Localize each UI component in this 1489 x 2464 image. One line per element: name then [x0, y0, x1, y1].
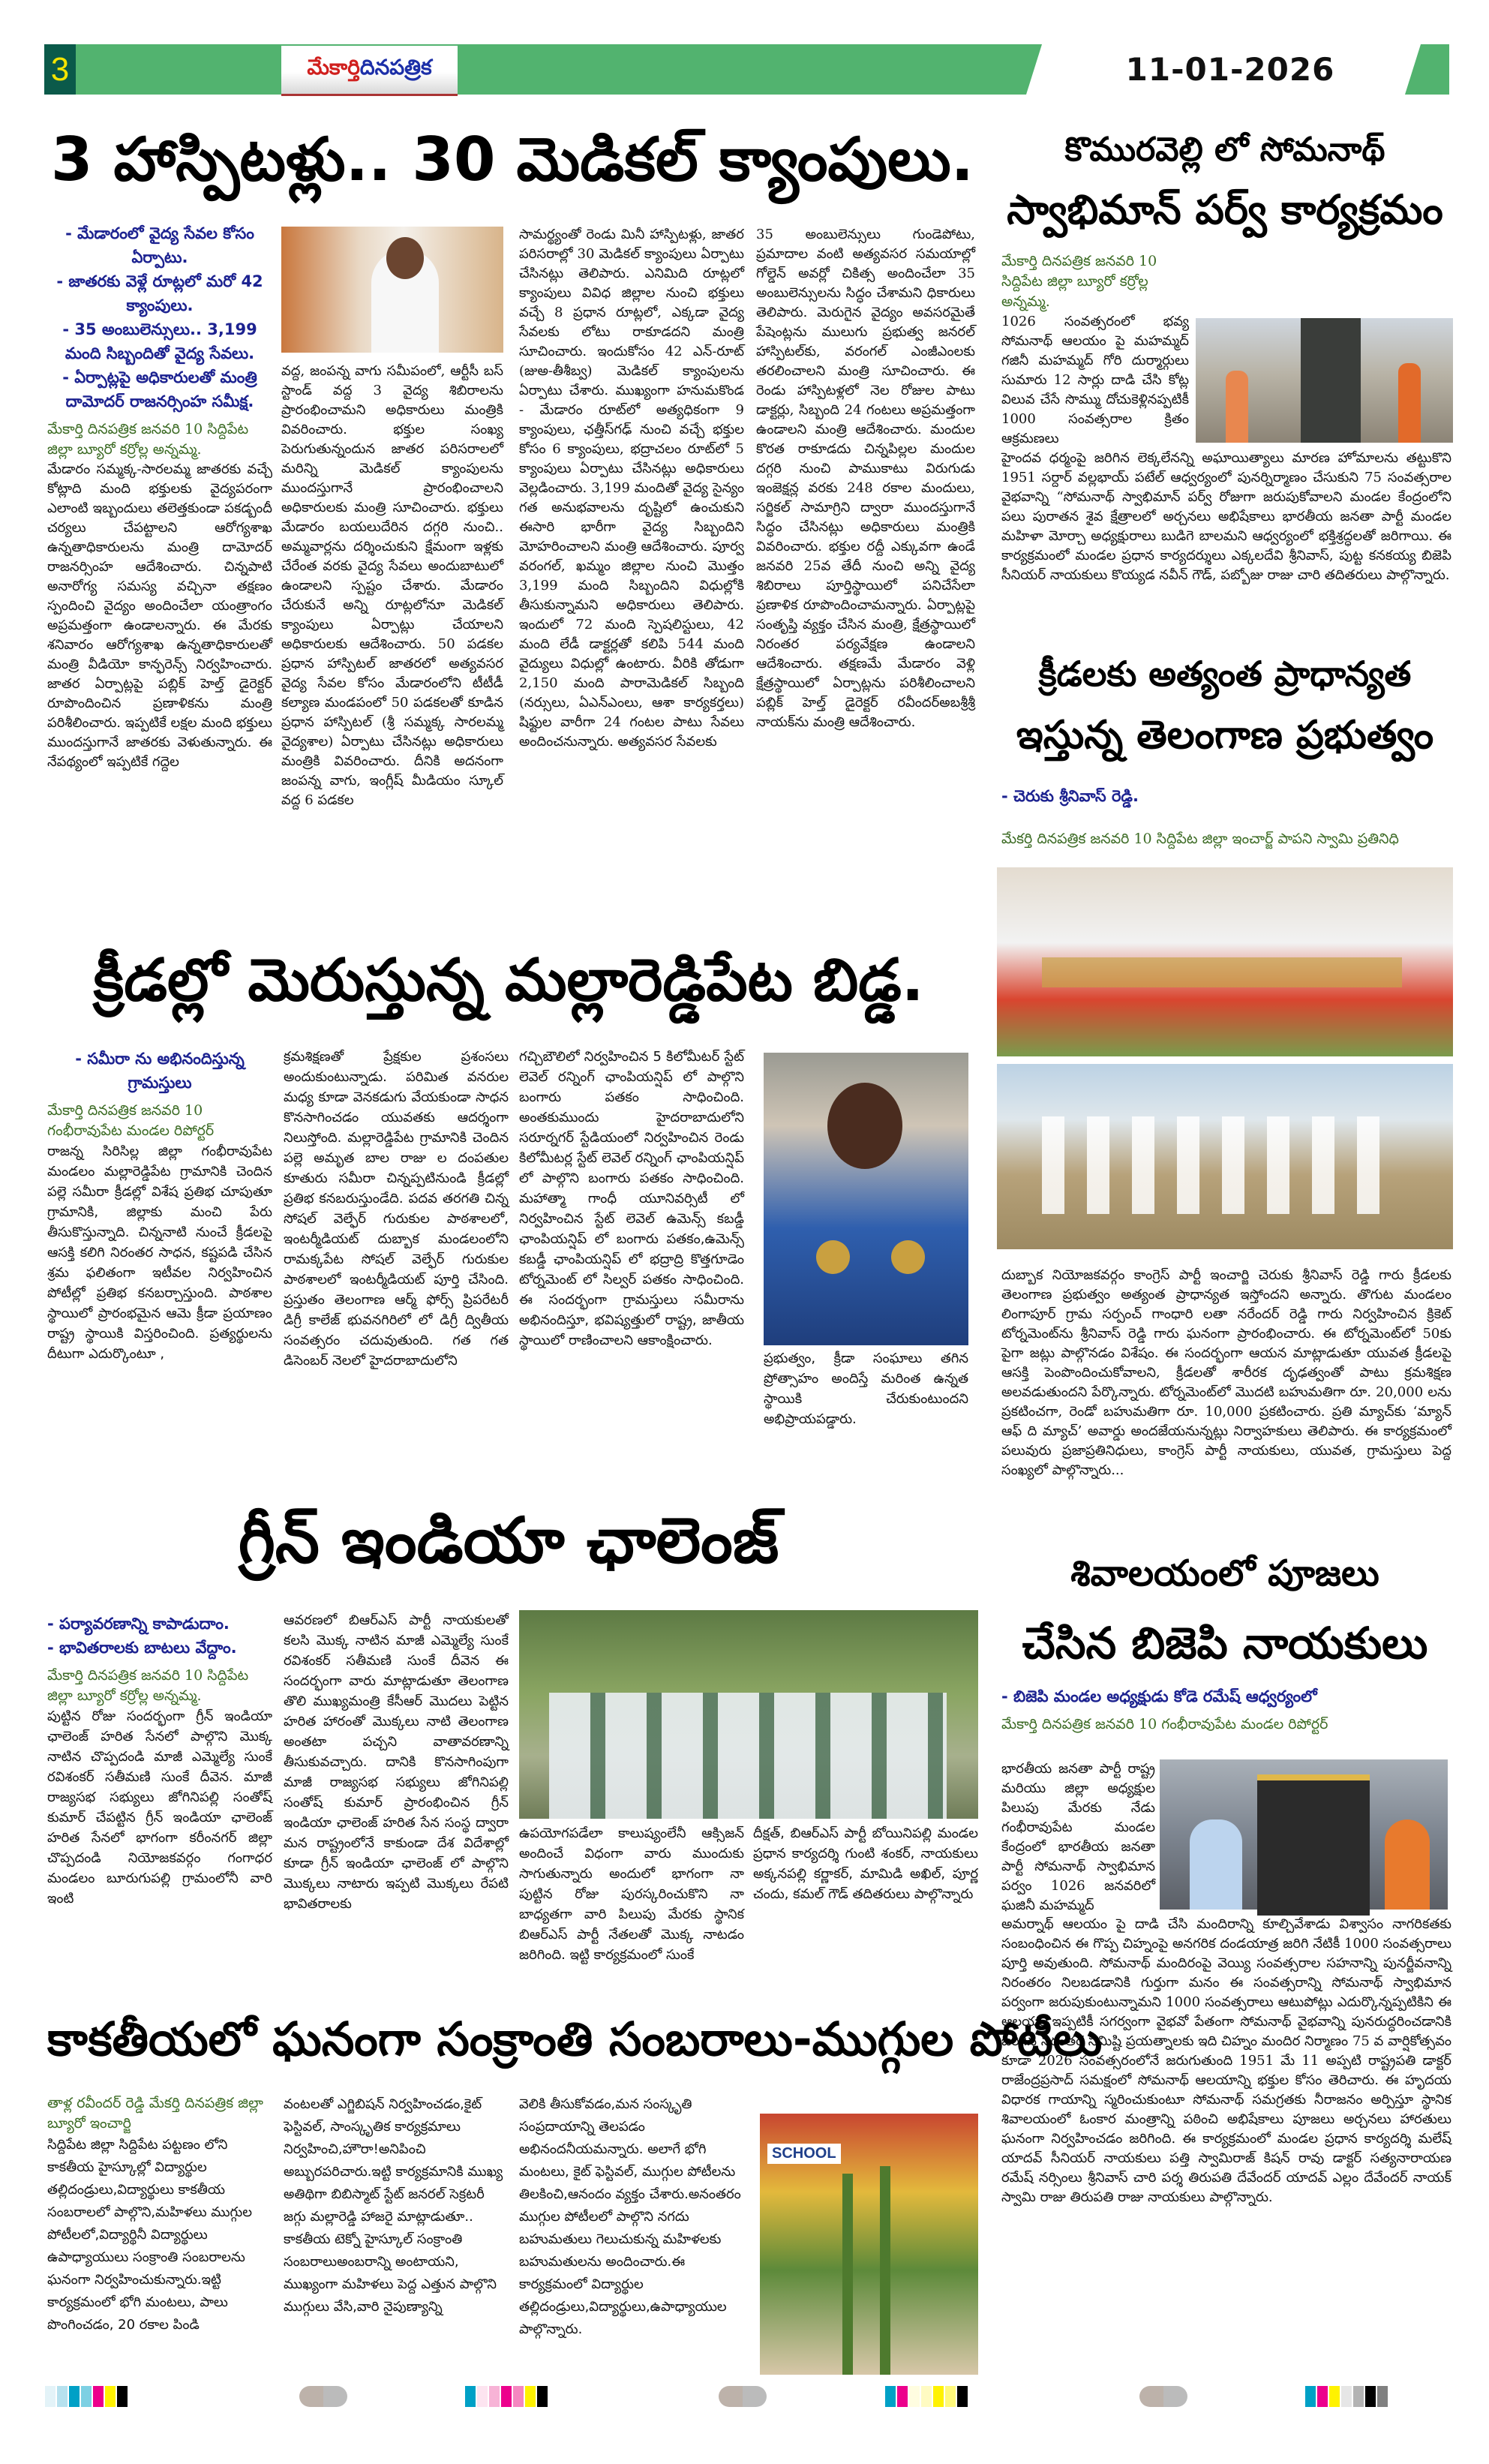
color-swatch [933, 2386, 944, 2407]
page-number: 3 [44, 44, 76, 95]
subline: - బిజెపి మండల అధ్యక్షుడు కోడె రమేష్ ఆధ్వర్యంలో [1001, 1687, 1317, 1705]
article-column: ఉపయోగపడేలా కాలుష్యంలేనీ ఆక్సిజన్ అందించే విధంగా వారు ముందుకు సాగుతున్నారు అందులో భాగంగా నా పుట్టిన రోజు పురస్కరించుకొని నా బాధ్యతగా వారి పిలుపు మేరకు స్థానిక బిఆర్ఎస్ పార్టీ నేతలతో మొక్క నాటడం జరిగింది. ఇట్టి కార్యక్రమంలో సుంకే [519, 1825, 744, 1963]
color-swatch [537, 2386, 548, 2407]
green-india-first-column [47, 1612, 272, 1974]
color-swatch [1377, 2386, 1388, 2407]
color-swatch [69, 2386, 80, 2407]
dateline: మేకార్తి దినపత్రిక జనవరి 10 గంభీరావుపేట మండల రిపోర్టర్ [47, 1102, 215, 1139]
article-column: మేడారం సమ్మక్క-సారలమ్మ జాతరకు వచ్చే కోట్లాది మంది భక్తులకు వైద్యపరంగా ఎలాంటి ఇబ్బందులు తలెత్తకుండా పకడ్బందీ చర్యలు చేపట్టాలని ఆరోగ్యశాఖ ఉన్నతాధికారులను మంత్రి దామోదర్ రాజనర్సింహ ఆదేశించారు. చిన్నపాటి అనారోగ్య సమస్య వచ్చినా తక్షణం స్పందించి వైద్యం అందించేలా యంత్రాంగం అప్రమత్తంగా ఉండాలన్నారు. ఈ మేరకు శనివారం ఆరోగ్యశాఖ ఉన్నతాధికారులతో మంత్రి వీడియో కాన్ఫరెన్స్ నిర్వహించారు. జాతర ఏర్పాట్లపై పబ్లిక్ హెల్త్ డైరెక్టర్ రూపొందించిన ప్రణాళికను మంత్రి పరిశీలించారు. ఇప్పటికే లక్షల మంది భక్తులు ముందస్తుగానే జాతరకు వెళుతున్నారు. ఈ నేపథ్యంలో ఇప్పటికే గద్దెల [47, 461, 272, 770]
color-swatch [465, 2386, 476, 2407]
dateline: మేకార్తి దినపత్రిక జనవరి 10 సిద్దిపేట జిల్లా బ్యూరో కర్రోల్ల అన్నమ్మ. [47, 421, 249, 458]
article-column: సామర్థ్యంతో రెండు మినీ హాస్పిటళ్లు, జాతర పరిసరాల్లో 30 మెడికల్ క్యాంపులు ఏర్పాటు చేసినట్లు తెలిపారు. ఎనిమిది రూట్లలో క్యాంపులు వివిధ జిల్లాల నుంచి భక్తులు వచ్చే 8 ప్రధాన రూట్లలో, ఎక్కడా వైద్య సేవలకు లోటు రాకూడదని మంత్రి సూచించారు. ఇందుకోసం 42 ఎన్-రూట్ (జుఅ-తీశీబ్వ) మెడికల్ క్యాంపులను ఏర్పాటు చేశారు. ముఖ్యంగా హనుమకొండ - మేడారం రూట్‌లో అత్యధికంగా 9 క్యాంపులు, ఛత్తీస్‌గఢ్ నుంచి వచ్చే భక్తుల కోసం 6 క్యాంపులు, భద్రాచలం రూట్‌లో 5 క్యాంపులు ఏర్పాటు చేసినట్లు అధికారులు వెల్లడించారు. 3,199 మందితో వైద్య సైన్యం గత అనుభవాలను దృష్టిలో ఉంచుకుని ఈసారి భారీగా వైద్య సిబ్బందిని మోహరించాలని మంత్రి ఆదేశించారు. పూర్వ వరంగల్, ఖమ్మం జిల్లాల నుంచి మొత్తం 3,199 మంది సిబ్బందిని విధుల్లోకి తీసుకున్నామని అధికారులు తెలిపారు. ఇందులో 72 మంది స్పెషలిస్టులు, 42 మంది లేడీ డాక్టర్లతో కలిపి 544 మంది వైద్యులు విధుల్లో ఉంటారు. వీరికి తోడుగా 2,150 మంది పారామెడికల్ సిబ్బంది (నర్సులు, ఏఎన్ఎంలు, ఆశా కార్యకర్తలు) షిఫ్టుల వారీగా 24 గంటల పాటు సేవలు అందించనున్నారు. అత్యవసర సేవలకు [519, 227, 744, 750]
shivalayam-intro [1001, 1684, 1451, 1756]
color-swatch [957, 2386, 968, 2407]
article-column: పుట్టిన రోజు సందర్భంగా గ్రీన్ ఇండియా ఛాలెంజ్ హరిత సేనలో పాల్గొని మొక్క నాటిన చొప్పదండి మాజీ ఎమ్మెల్యే సుంకే రవిశంకర్ సతీమణి సుంకే దీవెన. మాజీ రాజ్యసభ సభ్యులు జోగినిపల్లి సంతోష్ కుమార్ చేపట్టిన గ్రీన్ ఇండియా ఛాలెంజ్ హరిత సేనలో భాగంగా కరీంనగర్ జిల్లా చొప్పదండి నియోజకవర్గం గంగాధర మండలం బూరుగుపల్లి గ్రామంలోనీ వారి ఇంటి [47, 1708, 272, 1907]
color-swatch [945, 2386, 956, 2407]
registration-mark [719, 2386, 767, 2407]
article-body: భారతీయ జనతా పార్టీ రాష్ట్ర మరియు జిల్లా అధ్యక్షుల పిలుపు మేరకు నేడు గంభీరావుపేట మండల కేంద్రంలో భారతీయ జనతా పార్టీ సోమనాథ్ స్వాభిమాన పర్వం 1026 జనవరిలో ఘజినీ మహమ్మద్ [1001, 1761, 1155, 1913]
masthead-logo [281, 46, 458, 96]
issue-date: 11-01-2026 [1125, 51, 1335, 88]
sankranti-photo [760, 2114, 978, 2375]
dateline: మేకర్తి దినపత్రిక జనవరి 10 సిద్దిపేట జిల్లా ఇంచార్జ్ పాపని స్వామి ప్రతినిధి [1001, 831, 1399, 847]
color-swatch [1365, 2386, 1376, 2407]
logo-text-part1: మేకార్తి [307, 55, 360, 80]
cricket-trophy-photo [997, 867, 1453, 1056]
subline: - సమీరా ను అభినందిస్తున్న గ్రామస్తులు [75, 1050, 245, 1092]
color-swatch [1317, 2386, 1328, 2407]
color-swatch [501, 2386, 512, 2407]
color-swatch [1353, 2386, 1364, 2407]
school-sign: SCHOOL [767, 2144, 841, 2164]
headline-somnath-line1: కొమురవెల్లి లో సోమనాథ్ [1064, 131, 1385, 169]
subhead: - మేడారంలో వైద్య సేవల కోసం ఏర్పాటు. [65, 224, 254, 266]
color-swatch [921, 2386, 932, 2407]
athlete-photo [764, 1053, 968, 1345]
registration-mark [299, 2386, 347, 2407]
headline-mallareddypet: క్రీడల్లో మెరుస్తున్న మల్లారెడ్డిపేట బిడ్డ. [93, 947, 924, 1014]
article-column: దీక్షత్, బిఆర్ఎస్ పార్టీ బోయినిపల్లి మండల ప్రధాన కార్యదర్శి గుంటి శంకర్, నాయకులు అక్కనపల్లి కర్ణాకర్, మామిడి అఖిల్, పూర్ణ చందు, కమల్ గౌడ్ తదితరులు పాల్గొన్నారు [753, 1825, 978, 1902]
headline-somnath-line2: స్వాభిమాన్ పర్వ్ కార్యక్రమం [1007, 186, 1443, 233]
mallareddypet-first-column [47, 1047, 272, 1452]
article-column: వెలికి తీసుకోవడం,మన సంస్కృతి సంప్రదాయాన్ని తెలపడం అభినందనీయమన్నారు. అలాగే భోగి మంటలు, కైట్ ఫెస్టివల్, ముగ్గుల పోటీలను తిలకించి,ఆనందం వ్యక్తం చేశారు.అనంతరం ముగ్గుల పోటీలలో పాల్గొని నగదు బహుమతులు గెలుచుకున్న మహిళలకు బహుమతులను అందించారు.ఈ కార్యక్రమంలో విద్యార్థుల తల్లిదండ్రులు,విద్యార్థులు,ఉపాధ్యాయుల పాల్గొన్నారు. [519, 2096, 741, 2337]
headline-shivalayam-line2: చేసిన బిజెపి నాయకులు [1022, 1618, 1428, 1669]
headline-sankranti: కాకతీయలో ఘనంగా సంక్రాంతి సంబరాలు-ముగ్గుల పోటీలు [47, 2012, 1103, 2066]
article-column: ప్రభుత్వం, క్రీడా సంఘాలు తగిన ప్రోత్సాహం అందిస్తే మరింత ఉన్నత స్థాయికి చేరుకుంటుందని అభిప్రాయపడ్డారు. [764, 1351, 968, 1427]
registration-mark [1139, 2386, 1187, 2407]
article-column: వంటలతో ఎగ్జిబిషన్ నిర్వహించడం,కైట్ ఫెస్టివల్, సాంస్కృతిక కార్యక్రమాలు నిర్వహించి,హౌరా!అనిపించి అబ్బురపరిచారు.ఇట్టి కార్యక్రమానికి ముఖ్య అతిథిగా బిబిస్మాట్ స్టేట్ జనరల్ సెక్రటరీ జగ్గు మల్లారెడ్డి హాజరై మాట్లాడుతూ.. కాకతీయ టెక్నో హైస్కూల్ సంక్రాంతి సంబరాలుఅంబరాన్ని అంటాయని, ముఖ్యంగా మహిళలు పెద్ద ఎత్తున పాల్గొని ముగ్గులు వేసి,వారి నైపుణ్యాన్ని [284, 2096, 503, 2315]
color-swatch [513, 2386, 524, 2407]
subline: - పర్యావరణాన్ని కాపాడుదాం. [47, 1615, 230, 1633]
article-body: 1026 సంవత్సరంలో భవ్య సోమనాథ్ ఆలయం పై మహమ్మద్ గజినీ మహమ్మద్ గోరి దుర్మార్గులు సుమారు 12 సార్లు దాడి చేసి కోట్ల విలువ చేసే సొమ్ము దోచుకెళ్లినప్పటికీ 1000 సంవత్సరాల క్రితం ఆక్రమణలు [1001, 314, 1189, 446]
temple-photo [1196, 318, 1453, 443]
headline-green-india: గ్రీన్ ఇండియా ఛాలెంజ్ [238, 1504, 779, 1577]
hospitals-subheads [47, 221, 272, 413]
article-column: క్రమశిక్షణతో ప్రేక్షకుల ప్రశంసలు అందుకుంటున్నాడు. పరిమిత వనరుల మధ్య కూడా వెనకడుగు వేయకుండా సాధన కొనసాగించడం యువతకు ఆదర్శంగా నిలుస్తోంది. మల్లారెడ్డిపేట గ్రామానికి చెందిన పల్లె అమృత బాల రాజు ల దంపతుల కూతురు సమీరా చిన్నప్పటినుండి క్రీడల్లో ప్రతిభ కనబరుస్తుండేది. పదవ తరగతి చిన్న సోషల్ వెల్ఫేర్ గురుకుల పాఠశాలలో, ఇంటర్మీడియట్ దుబ్బాక మండలంలోని రామక్కపేట సోషల్ వెల్ఫేర్ గురుకుల పాఠశాలలో ఇంటర్మీడియట్ పూర్తి చేసింది. ప్రస్తుతం తెలంగాణ ఆర్మ్ ఫోర్స్ ప్రిపరేటరీ డిగ్రీ కాలేజ్ భువనగిరిలో లో డిగ్రీ ద్వితీయ సంవత్సరం చదువుతుంది. గత గత డిసెంబర్ నెలలో హైదరాబాదులోని [284, 1049, 509, 1369]
dateline: మేకార్తి దినపత్రిక జనవరి 10 సిద్దిపేట జిల్లా బ్యూరో కర్రోల్ల అన్నమ్మ. [47, 1667, 249, 1704]
color-swatch [81, 2386, 92, 2407]
color-swatch [1329, 2386, 1340, 2407]
headline-sports-line2: ఇస్తున్న తెలంగాణ ప్రభుత్వం [1016, 713, 1434, 758]
article-column: ఆవరణలో బిఆర్ఎస్ పార్టీ నాయకులతో కలసి మొక్క నాటిన మాజీ ఎమ్మెల్యే సుంకే రవిశంకర్ సతీమణి సుంకే దీవెన ఈ సందర్భంగా వారు మాట్లాడుతూ తెలంగాణ తొలి ముఖ్యమంత్రి కేసీఆర్ మొదలు పెట్టిన హరిత హారంతో మొక్కలు నాటి తెలంగాణ అంతటా పచ్చని వాతావరణాన్ని తీసుకువచ్చారు. దానికి కొనసాగింపుగా మాజీ రాజ్యసభ సభ్యులు జోగినిపల్లి సంతోష్ కుమార్ ప్రారంభించిన గ్రీన్ ఇండియా ఛాలెంజ్ హరిత సేన సంస్థ ద్వారా మన రాష్ట్రంలోనే కాకుండా దేశ విదేశాల్లో కూడా గ్రీన్ ఇండియా ఛాలెంజ్ లో పాల్గొని మొక్కలు నాటారు ఇప్పటి మొక్కలు రేపటి భావితరాలకు [284, 1612, 509, 1912]
registration-color-bar [465, 2386, 548, 2407]
article-column: రాజన్న సిరిసిల్ల జిల్లా గంభీరావుపేట మండలం మల్లారెడ్డిపేట గ్రామానికి చెందిన పల్లె సమీరా క్రీడల్లో విశేష ప్రతిభ చూపుతూ గ్రామానికి, జిల్లాకు మంచి పేరు తీసుకొస్తున్నాది. చిన్ననాటి నుంచే క్రీడలపై ఆసక్తి కలిగి నిరంతర సాధన, కష్టపడి చేసిన శ్రమ ఫలితంగా ఇటీవల నిర్వహించిన పోటీల్లో ప్రతిభ కనబర్చాస్తుంది. పాఠశాల స్థాయిలో ప్రారంభమైన ఆమె క్రీడా ప్రయాణం రాష్ట్ర స్థాయికి విస్తరించింది. ప్రత్యర్థులను దీటుగా ఎదుర్కొంటూ , [47, 1143, 272, 1362]
dateline: తాళ్ల రవీందర్ రెడ్డి మేకర్తి దినపత్రిక జిల్లా బ్యూరో ఇంచార్జి [47, 2095, 263, 2132]
article-body: దుబ్బాక నియోజకవర్గం కాంగ్రెస్ పార్టీ ఇంచార్జి చెరుకు శ్రీనివాస్ రెడ్డి గారు క్రీడలకు తెలంగాణ ప్రభుత్వం అత్యంత ప్రాధాన్యత ఇస్తోందని అన్నారు. తొగుట మండలం లింగాపూర్ గ్రామ సర్పంచ్ గాంధారి లతా నరేందర్ రెడ్డి గారు నిర్వహించిన క్రికెట్ టోర్నమెంట్‌ను శ్రీనివాస్ రెడ్డి గారు ఘనంగా ప్రారంభించారు. ఈ టోర్నమెంట్‌లో 50కు పైగా జట్లు పాల్గొనడం విశేషం. ఈ సందర్భంగా ఆయన మాట్లాడుతూ యువత క్రీడలపై ఆసక్తి పెంపొందించుకోవాలని, క్రీడలతో శారీరక దృఢత్వంతో పాటు క్రమశిక్షణ అలవడుతుందని పేర్కొన్నారు. టోర్నమెంట్‌లో మొదటి బహుమతిగా రూ. 20,000 లను ప్రకటించగా, రెండో బహుమతిగా రూ. 10,000 ప్రకటించారు. ప్రతి మ్యాచ్‌కు ‘మ్యాన్ ఆఫ్ ది మ్యాచ్’ అవార్డు అందజేయనున్నట్లు నిర్వాహకులు తెలిపారు. ఈ కార్యక్రమంలో పలువురు ప్రజాప్రతినిధులు, కాంగ్రెస్ పార్టీ నాయకులు, యువత, గ్రామస్తులు పెద్ద సంఖ్యలో పాల్గొన్నారు... [1001, 1267, 1451, 1478]
subhead: - జాతరకు వెళ్లే రూట్లలో మరో 42 క్యాంపులు. [56, 272, 263, 314]
article-column: 35 అంబులెన్సులు గుండెపోటు, ప్రమాదాల వంటి అత్యవసర సమయాల్లో గోల్డెన్ అవర్లో చికిత్స అందించేలా 35 అంబులెన్సులను సిద్ధం చేశామని ధికారులు తెలిపారు. మెరుగైన వైద్యం అవసరమైతే పేషెంట్లను ములుగు ప్రభుత్వ జనరల్ హాస్పిటల్‌కు, వరంగల్ ఎంజీఎంలకు తరలించాలని మంత్రి సూచించారు. ఈ రెండు హాస్పిటళ్లలో నెల రోజుల పాటు డాక్టర్లు, సిబ్బంది 24 గంటలు అప్రమత్తంగా ఉండాలని మంత్రి ఆదేశించారు. మందుల కొరత రాకూడదు చిన్నపిల్లల మందుల దగ్గరి నుంచి పాముకాటు విరుగుడు ఇంజెక్షన్ల వరకు 248 రకాల మందులు, సర్జికల్ సామాగ్రిని ద్వారా ముందస్తుగానే సిద్ధం చేసినట్లు అధికారులు మంత్రికి వివరించారు. భక్తుల రద్దీ ఎక్కువగా ఉండే జనవరి 25వ తేదీ నుంచి అన్ని వైద్య శిబిరాలు పూర్తిస్థాయిలో పనిచేసేలా ప్రణాళిక రూపొందించామన్నారు. ఏర్పాట్లపై సంతృప్తి వ్యక్తం చేసిన మంత్రి, క్షేత్రస్థాయిలో నిరంతర పర్యవేక్షణ ఉండాలని ఆదేశించారు. తక్షణమే మేడారం వెళ్లి క్షేత్రస్థాయిలో ఏర్పాట్లను పరిశీలించాలని పబ్లిక్ హెల్త్ డైరెక్టర్ రవీందర్అబశ్రీశ్రీ నాయక్‌ను మంత్రి ఆదేశించారు. [756, 227, 975, 730]
registration-color-bar [45, 2386, 128, 2407]
headline-shivalayam-line1: శివాలయంలో పూజలు [1070, 1552, 1379, 1594]
color-swatch [1341, 2386, 1352, 2407]
minister-photo [281, 227, 503, 353]
color-swatch [93, 2386, 104, 2407]
shivalayam-photo [1160, 1759, 1448, 1910]
article-column: వద్ద, జంపన్న వాగు సమీపంలో, ఆర్టీసీ బస్ స్టాండ్ వద్ద 3 వైద్య శిబిరాలను ప్రారంభించామని అధికారులు మంత్రికి వివరించారు. భక్తుల సంఖ్య పెరుగుతున్నందున జాతర పరిసరాలలో మరిన్ని మెడికల్ క్యాంపులను ముందస్తుగానే ప్రారంభించాలని అధికారులకు మంత్రి సూచించారు. భక్తులు మేడారం బయలుదేరిన దగ్గరి నుంచి.. అమ్మవార్లను దర్శించుకుని క్షేమంగా ఇళ్లకు చేరేంత వరకు వైద్య సేవలు అందుబాటులో ఉండాలని స్పష్టం చేశారు. మేడారం చేరుకునే అన్ని రూట్లలోనూ మెడికల్ క్యాంపులు ఏర్పాట్లు చేయాలని అధికారులకు ఆదేశించారు. 50 పడకల ప్రధాన హాస్పిటల్ జాతరలో అత్యవసర వైద్య సేవల కోసం మేడారంలోని టీటీడీ కల్యాణ మండపంలో 50 పడకలతో కూడిన ప్రధాన హాస్పిటల్ (శ్రీ సమ్మక్క సారలమ్మ వైద్యశాల) ఏర్పాటు చేసినట్లు అధికారులు మంత్రికి వివరించారు. దీనికి అదనంగా జంపన్న వాగు, ఇంగ్లీష్ మీడియం స్కూల్ వద్ద 6 పడకల [281, 363, 503, 808]
dateline: మేకార్తి దినపత్రిక జనవరి 10 గంభీరావుపేట మండల రిపోర్టర్ [1001, 1716, 1328, 1732]
somnath-side-column [1001, 251, 1189, 445]
byline: - చెరుకు శ్రీనివాస్ రెడ్డి. [1001, 787, 1139, 805]
article-body: అమర్నాథ్ ఆలయం పై దాడి చేసి మందిరాన్ని కూల్చివేశాడు విశ్వాసం నాగరికతకు సంబంధించిన ఈ గొప్ప చిహ్నంపై అనగరిక దండయాత్ర జరిగి నేటికీ 1000 సంవత్సరాలు పూర్తి అవుతుంది. సోమనాథ్ మందిరంపై వెయ్యి సంవత్సరాల సహనాన్ని పునర్జీవనాన్ని నిరంతరం నిలబడడానికి గుర్తుగా మనం ఈ సంవత్సరాన్ని సోమనాథ్ స్వాభిమాన పర్వంగా జరుపుకుంటున్నామని 1000 సంవత్సరాలు ఆటుపోట్లు ఎదుర్కొన్నప్పటికిని ఈ ఆలయం ఇప్పటికీ సగర్వంగా వైభవో పేతంగా సోమనాథ్ వైభవాన్ని పునరుద్ధరించడానికి జరిగిన నిరంతర సమిష్టి ప్రయత్నాలకు ఇది చిహ్నం మందిర నిర్మాణం 75 వ వార్షికోత్సవం కూడా 2026 సంవత్సరంలోనే జరుగుతుంది 1951 మే 11 అప్పటి రాష్ట్రపతి డాక్టర్ రాజేంద్రప్రసాద్ సమక్షంలో సోమనాథ్ ఆలయాన్ని భక్తుల కోసం తెరిచారు. ఈ హృదయ విధారక గాయాన్ని స్మరించుకుంటూ సోమనాథ్ సమగ్రతకు నీరాజనం అర్పిస్తూ స్థానిక శివాలయంలో ఓంకార మంత్రాన్ని పఠించి అభిషేకాలు పూజలు అర్చనలు హారతులు ఘనంగా నిర్వహించడం జరిగింది. ఈ కార్యక్రమంలో మండల ప్రధాన కార్యదర్శి మలేష్ యాదవ్ సీనియర్ నాయకులు పత్తి స్వామిరాజ్ కిషన్ రావు డాక్టర్ సత్యనారాయణ రమేష్ నర్సింలు శ్రీనివాస్ చారి పర్శ తిరుపతి దేవేందర్ యాదవ్ ఎల్లం దేవేందర్ నాయక్ స్వామి రాజు తిరుపతి రాజు నాయకులు పాల్గొన్నారు. [1001, 1916, 1451, 2205]
color-swatch [1305, 2386, 1316, 2407]
logo-text-part2: దినపత్రిక [359, 55, 432, 80]
color-swatch [477, 2386, 488, 2407]
color-swatch [117, 2386, 128, 2407]
color-swatch [909, 2386, 920, 2407]
color-swatch [57, 2386, 68, 2407]
sankranti-first-column [47, 2093, 272, 2375]
headline-sports-line1: క్రీడలకు అత్యంత ప్రాధాన్యత [1038, 654, 1412, 694]
color-swatch [105, 2386, 116, 2407]
cricket-ground-photo [997, 1064, 1453, 1249]
dateline: మేకార్తి దినపత్రిక జనవరి 10 సిద్దిపేట జిల్లా బ్యూరో కర్రోల్ల అన్నమ్మ. [1001, 253, 1157, 310]
article-body: హైందవ ధర్మంపై జరిగిన లెక్కలేనన్ని అఘాయిత్యాలు మారణ హోమాలను తట్టుకొని 1951 సర్దార్ వల్లభాయ్ పటేల్ ఆధ్వర్యంలో పునర్నిర్మాణం చేసుకుని 75 సంవత్సరాల వైభవాన్ని “సోమనాథ్ స్వాభిమాన్ పర్వ్ రోజుగా జరుపుకోవాలని మండల కేంద్రంలోని పలు పురాతన శైవ క్షేత్రాలలో అర్చనలు అభిషేకాలు భారతీయ జనతా పార్టీ మండల మహిళా మోర్చా అధ్యక్షురాలు బుడిగె బాలమని ఆధ్వర్యంలో భక్తిశ్రద్ధలతో జరిగాయి. ఈ కార్యక్రమంలో మండల ప్రధాన కార్యదర్శులు ఎక్కలదేవి శ్రీనివాస్, పుట్ట కనకయ్య బిజెపి సీనియర్ నాయకులు కొయ్యడ నవీన్ గౌడ్, పబ్బోజు రాజు చారి తదితరులు పాల్గొన్నారు. [1001, 450, 1451, 583]
color-swatch [525, 2386, 536, 2407]
headline-hospitals: 3 హాస్పిటళ్లు.. 30 మెడికల్ క్యాంపులు. [50, 125, 974, 194]
subhead: - ఏర్పాట్లపై అధికారులతో మంత్రి దామోదర్ రాజనర్సింహ సమీక్ష. [62, 368, 257, 410]
green-india-sublines [47, 1612, 272, 1660]
registration-color-bar [885, 2386, 968, 2407]
color-swatch [45, 2386, 56, 2407]
article-column: గచ్చిబౌలిలో నిర్వహించిన 5 కిలోమీటర్ స్టేట్ లెవెల్ రన్నింగ్ ఛాంపియన్షిప్ లో పాల్గొని బంగారు పతకం సాధించింది. అంతకుముందు హైదరాబాదులోని సరూర్నగర్ స్టేడియంలో నిర్వహించిన రెండు కిలోమీటర్ల స్టేట్ లెవెల్ రన్నింగ్ ఛాంపియన్షిప్ లో పాల్గొని బంగారు పతకం సాధించింది. మహాత్మా గాంధీ యూనివర్సిటీ లో నిర్వహించిన స్టేట్ లెవెల్ ఉమెన్స్ కబడ్డీ ఛాంపియన్షిప్ లో బంగారు పతకం,ఉమెన్స్ కబడ్డీ ఛాంపియన్షిప్ లో భద్రాద్రి కొత్తగూడెం టోర్నమెంట్ లో సిల్వర్ పతకం సాధించింది. ఈ సందర్భంగా గ్రామస్తులు సమీరాను అభినందిస్తూ, భవిష్యత్తులో రాష్ట్ర, జాతీయ స్థాయిలో రాణించాలని ఆకాంక్షించారు. [519, 1049, 744, 1348]
registration-color-bar [1305, 2386, 1388, 2407]
subhead: - 35 అంబులెన్సులు.. 3,199 మంది సిబ్బందితో వైద్య సేవలు. [62, 320, 257, 362]
color-swatch [489, 2386, 500, 2407]
subline: - భావితరాలకు బాటలు వేద్దాం. [47, 1639, 237, 1657]
hospitals-first-column [47, 221, 272, 919]
article-column: సిద్దిపేట జిల్లా సిద్దిపేట పట్టణం లోని కాకతీయ హైస్కూల్లో విద్యార్థుల తల్లిదండ్రులు,విద్యార్థులు కాకతీయ సంబరాలలో పాల్గొని,మహిళలు ముగ్గుల పోటీలలో,విద్యార్థినీ విద్యార్థులు ఉపాధ్యాయులు సంక్రాంతి సంబరాలను ఘనంగా నిర్వహించుకున్నారు.ఇట్టి కార్యక్రమంలో భోగి మంటలు, పాలు పొంగించడం, 20 రకాల పిండి [47, 2137, 253, 2333]
green-india-photo [519, 1610, 978, 1819]
color-swatch [897, 2386, 908, 2407]
color-swatch [885, 2386, 896, 2407]
